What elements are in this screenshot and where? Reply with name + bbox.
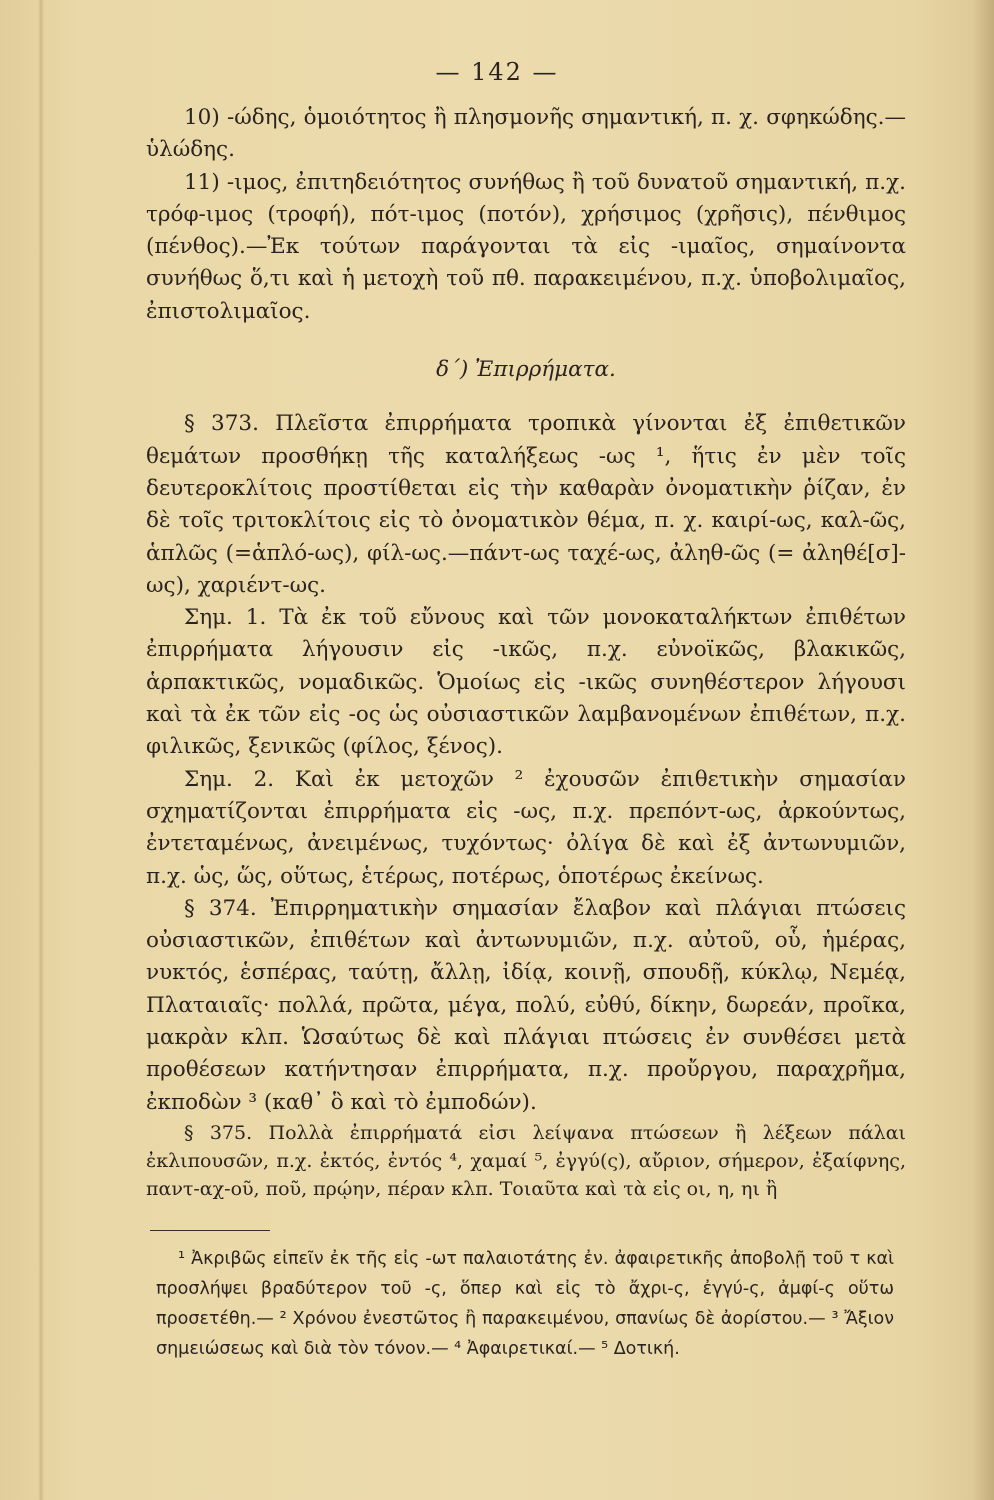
paragraph-375: § 375. Πολλὰ ἐπιρρήματά εἰσι λείψανα πτώσεων ἢ λέξεων πάλαι ἐκλιπουσῶν, π.χ. ἐκτός, ἐντός ⁴, χαμαί ⁵, ἐγγύ(ς), αὔριον, σήμερον, ἐξαίφνης, παντ-αχ-οῦ, ποῦ, πρῴην, πέραν κλπ. Τοιαῦτα καὶ τὰ εἰς οι, η, ηι ἢ bbox=[146, 1121, 906, 1200]
footnote-text: ¹ Ἀκριβῶς εἰπεῖν ἐκ τῆς εἰς -ωτ παλαιοτάτης ἐν. ἀφαιρετικῆς ἀποβολῇ τοῦ τ καὶ προσλήψει βραδύτερον τοῦ -ς, ὅπερ καὶ εἰς τὸ ἄχρι-ς, ἐγγύ-ς, ἀμφί-ς οὕτω προσετέθη.— ² Χρόνου ἐνεστῶτος ἢ παρακειμένου, σπανίως δὲ ἀορίστου.— ³ Ἄξιον σημειώσεως καὶ διὰ τὸν τόνον.— ⁴ Ἀφαιρετικαί.— ⁵ Δοτική. bbox=[156, 1249, 894, 1359]
page-number: — 142 — bbox=[435, 58, 559, 86]
footnote-rule bbox=[150, 1230, 270, 1231]
main-text bbox=[146, 102, 906, 1203]
footnotes bbox=[156, 1244, 894, 1364]
paragraph-10: 10) -ώδης, ὁμοιότητος ἢ πλησμονῆς σημαντική, π. χ. σφηκώδης.—ὑλώδης. bbox=[146, 105, 906, 163]
gutter-shadow bbox=[38, 0, 44, 1500]
paragraph-374: § 374. Ἐπιρρηματικὴν σημασίαν ἔλαβον καὶ πλάγιαι πτώσεις οὐσιαστικῶν, ἐπιθέτων καὶ ἀντωνυμιῶν, π.χ. αὐτοῦ, οὗ, ἡμέρας, νυκτός, ἑσπέρας, ταύτῃ, ἄλλῃ, ἰδίᾳ, κοινῇ, σπουδῇ, κύκλῳ, Νεμέᾳ, Πλαταιαῖς· πολλά, πρῶτα, μέγα, πολύ, εὐθύ, δίκην, δωρεάν, προῖκα, μακρὰν κλπ. Ὡσαύτως δὲ καὶ πλάγιαι πτώσεις ἐν συνθέσει μετὰ προθέσεων κατήντησαν ἐπιρρήματα, π.χ. προὔργου, παραχρῆμα, ἐκποδὼν ³ (καθ᾽ ὃ καὶ τὸ ἐμποδών). bbox=[146, 895, 906, 1115]
section-heading: δ΄) Ἐπιρρήματα. bbox=[436, 357, 616, 383]
note-1: Σημ. 1. Τὰ ἐκ τοῦ εὔνους καὶ τῶν μονοκαταλήκτων ἐπιθέτων ἐπιρρήματα λήγουσιν εἰς -ικῶς, π.χ. εὐνοϊκῶς, βλακικῶς, ἁρπακτικῶς, νομαδικῶς. Ὁμοίως εἰς -ικῶς συνηθέστερον λήγουσι καὶ τὰ ἐκ τῶν εἰς -ος ὡς οὐσιαστικῶν λαμβανομένων ἐπιθέτων, π.χ. φιλικῶς, ξενικῶς (φίλος, ξένος). bbox=[146, 605, 906, 760]
paragraph-11: 11) -ιμος, ἐπιτηδειότητος συνήθως ἢ τοῦ δυνατοῦ σημαντική, π.χ. τρόφ-ιμος (τροφή), πότ-ιμος (ποτόν), χρήσιμος (χρῆσις), πένθιμος (πένθος).—Ἐκ τούτων παράγονται τὰ εἰς -ιμαῖος, σημαίνοντα συνήθως ὅ,τι καὶ ἡ μετοχὴ τοῦ πθ. παρακειμένου, π.χ. ὑποβολιμαῖος, ἐπιστολιμαῖος. bbox=[146, 169, 906, 324]
note-2: Σημ. 2. Καὶ ἐκ μετοχῶν ² ἐχουσῶν ἐπιθετικὴν σημασίαν σχηματίζονται ἐπιρρήματα εἰς -ως, π.χ. πρεπόντ-ως, ἀρκούντως, ἐντεταμένως, ἀνειμένως, τυχόντως· ὀλίγα δὲ καὶ ἐξ ἀντωνυμιῶν, π.χ. ὡς, ὥς, οὕτως, ἑτέρως, ποτέρως, ὁποτέρως ἐκείνως. bbox=[146, 766, 906, 889]
page-edge-shadow bbox=[972, 0, 994, 1500]
paragraph-373: § 373. Πλεῖστα ἐπιρρήματα τροπικὰ γίνονται ἐξ ἐπιθετικῶν θεμάτων προσθήκῃ τῆς καταλήξεως -ως ¹, ἥτις ἐν μὲν τοῖς δευτεροκλίτοις προστίθεται εἰς τὴν καθαρὰν ὀνοματικὴν ῥίζαν, ἐν δὲ τοῖς τριτοκλίτοις εἰς τὸ ὀνοματικὸν θέμα, π. χ. καιρί-ως, καλ-ῶς, ἁπλῶς (=ἁπλό-ως), φίλ-ως.—πάντ-ως ταχέ-ως, ἀληθ-ῶς (= ἀληθέ[σ]-ως), χαριέντ-ως. bbox=[146, 411, 906, 598]
